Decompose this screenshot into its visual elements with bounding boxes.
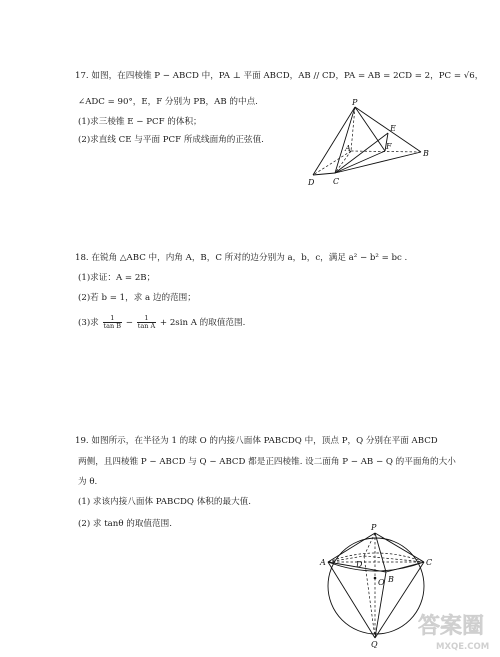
q18-frac2-numerator: 1 [137, 315, 156, 323]
q18-part2: (2)若 b = 1，求 a 边的范围； [78, 293, 196, 303]
q19-stem-line2: 两侧，且四棱锥 P − ABCD 与 Q − ABCD 都是正四棱锥. 设二面角 P − AB − Q 的平面角的大小 [78, 457, 456, 467]
q19-label-D: D [356, 560, 363, 569]
q17-label-E: E [390, 124, 396, 133]
watermark-logo [416, 603, 500, 653]
q18-fraction-1 [103, 315, 123, 330]
q17-pyramid-figure [305, 95, 435, 190]
q19-label-P: P [371, 523, 377, 532]
q18-part3 [78, 312, 245, 334]
q18-part3-prefix: (3)求 [78, 318, 99, 328]
q19-stem-line1: 19. 如图所示，在半径为 1 的球 O 的内接八面体 PABCDQ 中，顶点 P，Q 分别在平面 ABCD [75, 436, 438, 446]
q18-minus-sign: − [125, 318, 133, 328]
q17-label-F: F [386, 142, 392, 151]
q17-label-B: B [423, 149, 429, 158]
svg-text:MXQE.COM: MXQE.COM [436, 642, 490, 652]
q19-center-point [374, 577, 377, 580]
q17-label-P: P [352, 98, 358, 107]
q18-frac2-denominator: tan A [137, 322, 156, 330]
svg-text:答案圈: 答案圈 [418, 614, 485, 639]
q17-part1: (1)求三棱锥 E − PCF 的体积； [78, 117, 202, 127]
q19-label-A: A [320, 558, 326, 567]
q17-label-D: D [308, 178, 315, 187]
q19-label-C: C [426, 558, 433, 567]
q19-label-O: O [378, 578, 385, 587]
q17-label-A: A [345, 144, 351, 153]
q17-stem-line2: ∠ADC = 90°，E，F 分别为 PB，AB 的中点. [78, 97, 258, 107]
q19-part2: (2) 求 tanθ 的取值范围. [78, 519, 172, 529]
q18-frac1-denominator: tan B [103, 322, 122, 330]
q19-part1: (1) 求该内接八面体 PABCDQ 体积的最大值. [78, 497, 252, 507]
q17-stem-line1: 17. 如图，在四棱锥 P − ABCD 中，PA ⊥ 平面 ABCD，AB // CD，PA = AB = 2CD = 2，PC = √6， [75, 71, 484, 81]
q19-label-Q: Q [371, 640, 378, 648]
q18-stem: 18. 在锐角 △ABC 中，内角 A，B，C 所对的边分别为 a，b，c，满足 a² − b² = bc . [75, 253, 408, 263]
q18-part1: (1)求证：A = 2B； [78, 273, 156, 283]
q19-stem-line3: 为 θ. [78, 477, 98, 487]
q17-part2: (2)求直线 CE 与平面 PCF 所成线面角的正弦值. [78, 135, 264, 145]
q19-label-B: B [388, 575, 394, 584]
q18-part3-suffix: + 2sin A 的取值范围. [159, 318, 246, 328]
q18-fraction-2 [137, 315, 156, 330]
q18-frac1-numerator: 1 [103, 315, 123, 323]
q17-label-C: C [333, 177, 340, 186]
